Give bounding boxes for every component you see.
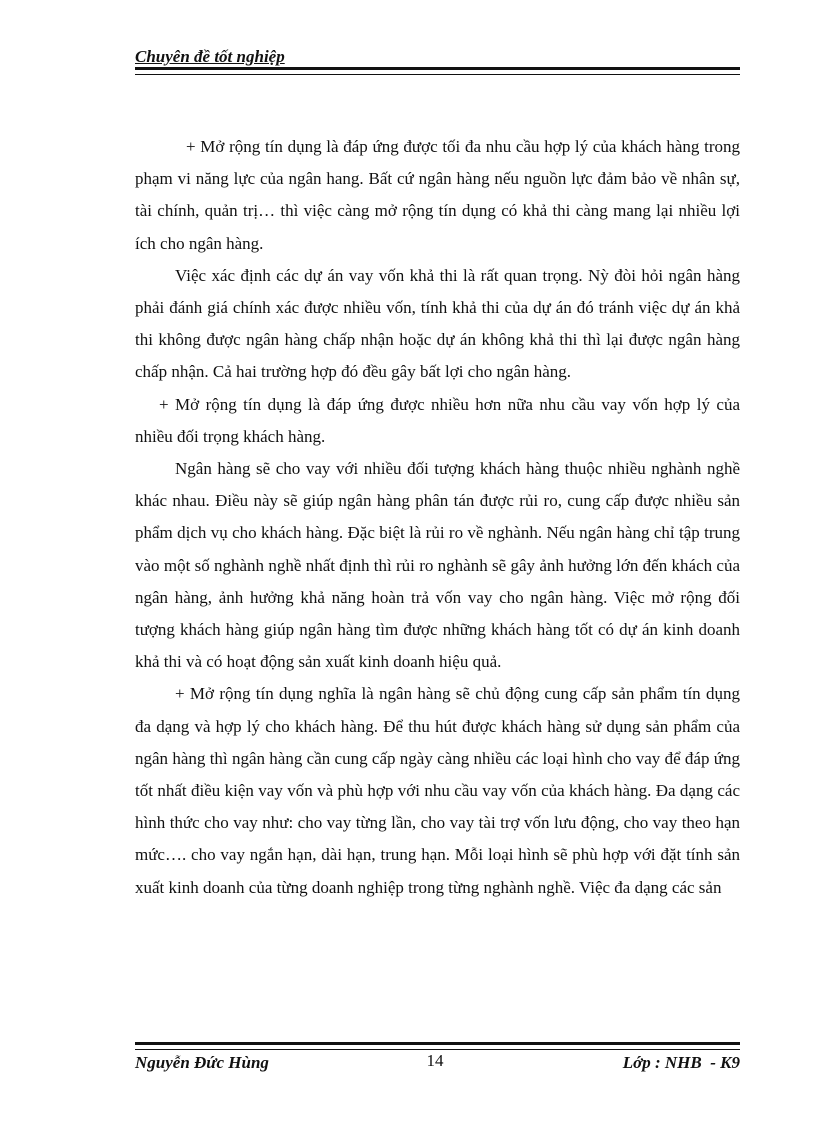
paragraph-1: + Mở rộng tín dụng là đáp ứng được tối đa nhu cầu hợp lý của khách hàng trong phạm vi năng lực của ngân hang. Bất cứ ngân hàng nếu nguồn lực đảm bảo về nhân sự, tài chính, quản trị… thì việc càng mở rộng tín dụng có khả thi càng mang lại nhiều lợi ích cho ngân hàng. xyxy=(135,137,740,253)
footer-rule xyxy=(135,1042,740,1050)
document-body xyxy=(135,131,740,904)
header-rule xyxy=(135,67,740,75)
footer-author: Nguyễn Đức Hùng xyxy=(135,1053,269,1072)
header-title: Chuyên đề tốt nghiệp xyxy=(135,47,285,66)
paragraph-3: + Mở rộng tín dụng là đáp ứng được nhiều hơn nữa nhu cầu vay vốn hợp lý của nhiều đối trọng khách hàng. xyxy=(135,394,740,446)
page-number: 14 xyxy=(426,1051,444,1070)
paragraph-2: Việc xác định các dự án vay vốn khả thi là rất quan trọng. Nỳ đòi hỏi ngân hàng phải đánh giá chính xác được nhiều vốn, tính khả thi của dự án đó tránh việc dự án khả thi không được ngân hàng chấp nhận hoặc dự án không khả thi thì lại được ngân hàng chấp nhận. Cả hai trường hợp đó đều gây bất lợi cho ngân hàng. xyxy=(135,265,740,382)
paragraph-4: Ngân hàng sẽ cho vay với nhiều đối tượng khách hàng thuộc nhiều nghành nghề khác nhau. Điều này sẽ giúp ngân hàng phân tán được rủi ro, cung cấp được nhiều sản phẩm dịch vụ cho khách hàng. Đặc biệt là rủi ro về nghành. Nếu ngân hàng chỉ tập trung vào một số nghành nghề nhất định thì rủi ro nghành sẽ gây ảnh hưởng lớn đến khách của ngân hàng, ảnh hưởng khả năng hoàn trả vốn vay cho ngân hàng. Việc mở rộng đối tượng khách hàng giúp ngân hàng tìm được những khách hàng tốt có dự án kinh doanh khả thi và có hoạt động sản xuất kinh doanh hiệu quả. xyxy=(135,459,740,672)
footer-class-label: Lớp : NHB - K9 xyxy=(622,1053,740,1072)
paragraph-5: + Mở rộng tín dụng nghĩa là ngân hàng sẽ chủ động cung cấp sản phẩm tín dụng đa dạng và hợp lý cho khách hàng. Để thu hút được khách hàng sử dụng sản phẩm của ngân hàng thì ngân hàng cần cung cấp ngày càng nhiều các loại hình cho vay để đáp ứng tốt nhất điều kiện vay vốn và phù hợp với nhu cầu vay vốn của khách hàng. Đa dạng các hình thức cho vay như: cho vay từng lần, cho vay tài trợ vốn lưu động, cho vay theo hạn mức…. cho vay ngắn hạn, dài hạn, trung hạn. Mỗi loại hình sẽ phù hợp với đặt tính sản xuất kinh doanh của từng doanh nghiệp trong từng nghành nghề. Việc đa dạng các sản xyxy=(135,684,740,897)
